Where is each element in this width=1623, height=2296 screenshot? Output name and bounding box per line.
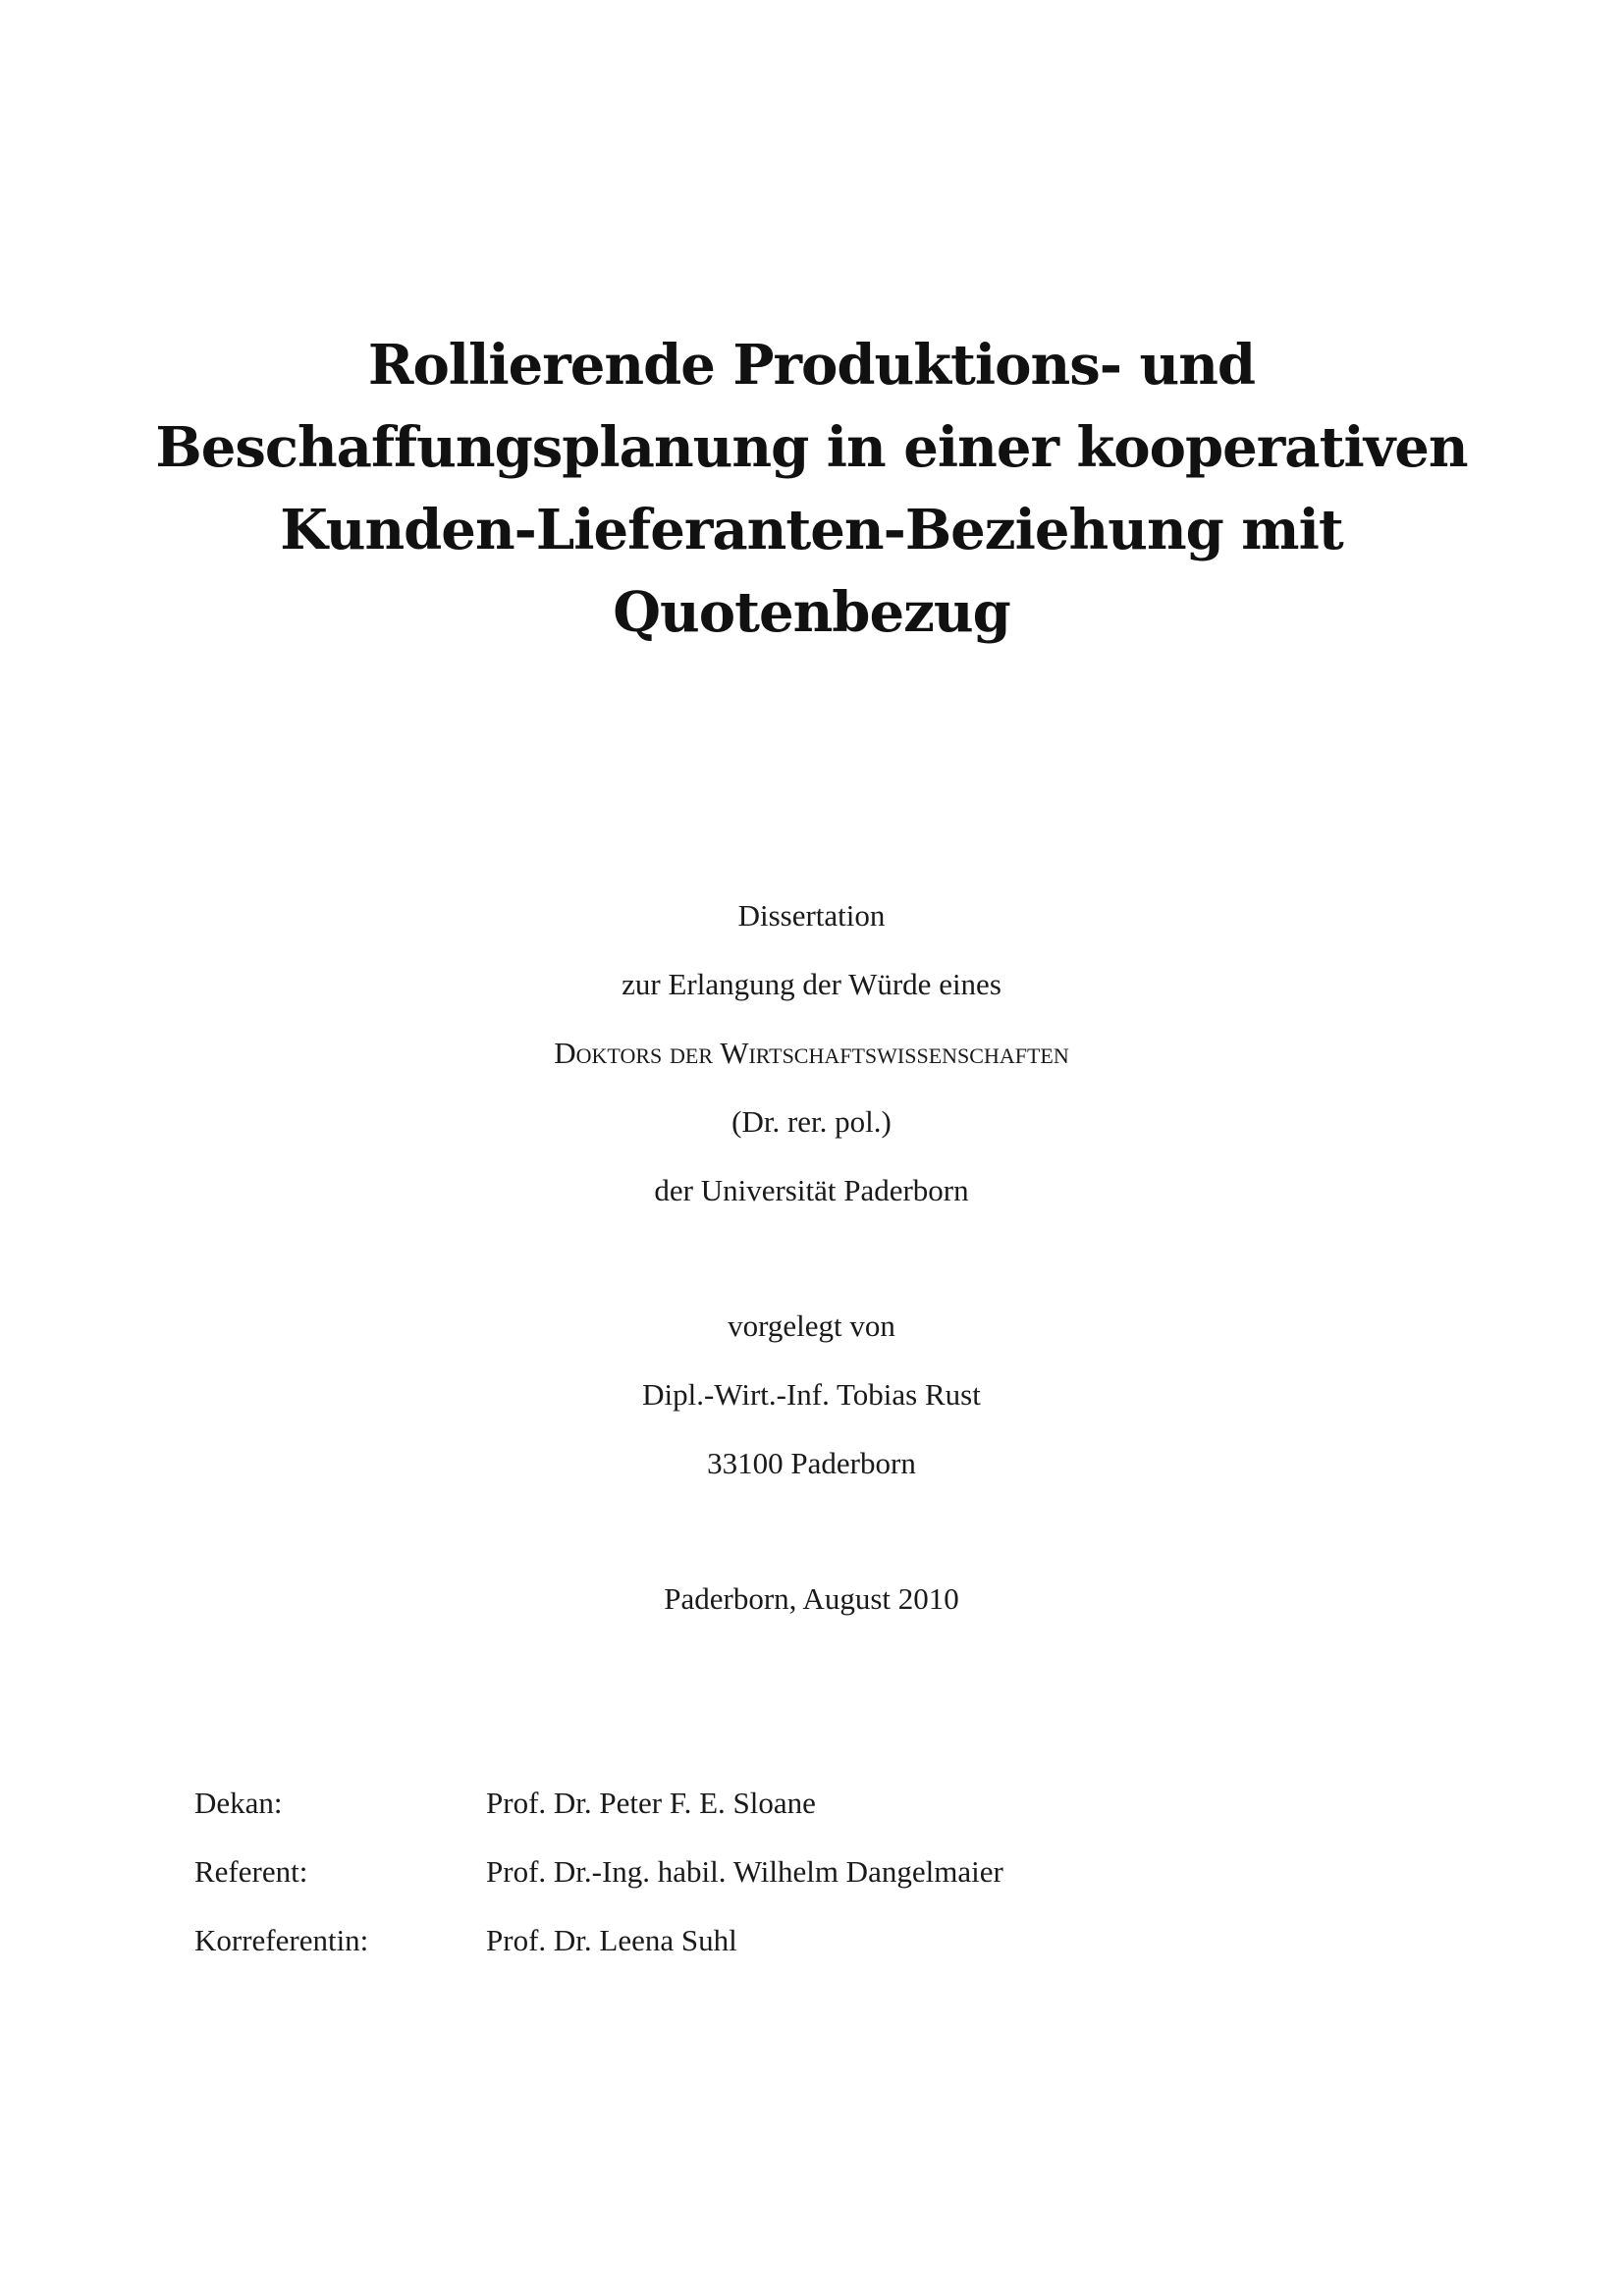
committee-row-referee <box>194 1838 1003 1906</box>
committee-name: Prof. Dr. Leena Suhl <box>486 1923 737 1957</box>
title-line-4: Quotenbezug <box>613 580 1010 645</box>
title-line-3: Kunden-Lieferanten-Beziehung mit <box>280 498 1343 562</box>
committee-row-dean <box>194 1769 1003 1838</box>
author-name: Dipl.-Wirt.-Inf. Tobias Rust <box>642 1377 981 1412</box>
title-line-2: Beschaffungsplanung in einer kooperativen <box>155 415 1468 480</box>
place-date <box>0 1565 1623 1633</box>
committee-row-coreferee <box>194 1906 1003 1975</box>
committee-role: Referent: <box>194 1854 308 1889</box>
title-line-1: Rollierende Produktions- und <box>367 333 1256 398</box>
dissertation-info <box>0 881 1623 1225</box>
committee-name: Prof. Dr.-Ing. habil. Wilhelm Dangelmaier <box>486 1854 1003 1889</box>
thesis-title <box>0 324 1623 654</box>
presented-by-label: vorgelegt von <box>728 1308 895 1343</box>
committee-name: Prof. Dr. Peter F. E. Sloane <box>486 1786 816 1820</box>
committee-role: Dekan: <box>194 1786 283 1820</box>
dissertation-purpose: zur Erlangung der Würde eines <box>622 967 1001 1001</box>
committee-role: Korreferentin: <box>194 1923 369 1957</box>
degree-name: Doktors der Wirtschaftswissenschaften <box>554 1036 1069 1070</box>
author-location: 33100 Paderborn <box>707 1446 916 1480</box>
place-date-text: Paderborn, August 2010 <box>664 1581 959 1616</box>
dissertation-type: Dissertation <box>737 898 886 933</box>
committee-list <box>194 1769 1003 1975</box>
author-info <box>0 1292 1623 1498</box>
university-name: der Universität Paderborn <box>654 1173 969 1207</box>
degree-abbreviation: (Dr. rer. pol.) <box>731 1104 892 1139</box>
